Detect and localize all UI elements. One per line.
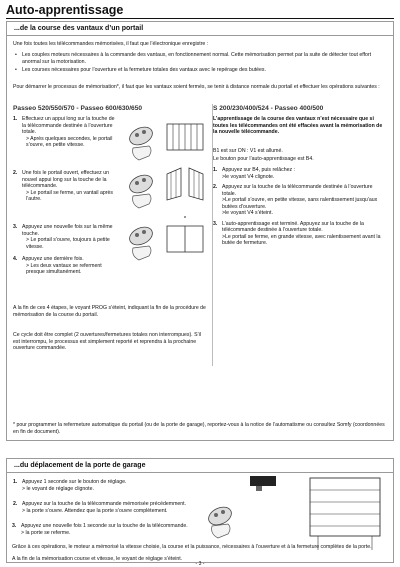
right-intro: L’apprentissage de la course des vantaux n’est nécessaire que si toutes les télécommandes ont été effacées avant la mémorisation de la nouvelle télécommande. <box>213 116 383 135</box>
garage-motor-icon <box>250 476 276 491</box>
right-column-title: S 200/230/400/524 - Passeo 400/500 <box>213 105 324 112</box>
bullet-item: • Les couples moteurs nécessaires à la commande des vantaux, en fonctionnement normal. Cette mémorisation permet par la suite de détecter tout effort anormal sur la motorisation. <box>13 52 387 65</box>
b1-state-line: B1 est sur ON : V1 est allumé. <box>213 148 283 154</box>
step-item: 2. Appuyez sur la touche de la télécommande destinée à l’ouverture totale. >Le portail s’ouvre, en petite vitesse, sans ralentissement jusqu’aux butées d’ouverture. >le voyant V4 s’éteint. <box>213 184 378 216</box>
gate-icon <box>167 124 203 150</box>
garage-summary: Grâce à ces opérations, le moteur a mémorisé la vitesse choisie, la course et la puissance, nécessaires à l’ouverture et à la fermeture complètes de la porte. <box>12 544 372 550</box>
step-item: 3. Appuyez une nouvelle fois 1 seconde sur la touche de la télécommande. > la porte se referme. <box>12 523 188 536</box>
step-item: 4. Appuyez une dernière fois. > Les deux vantaux se referment presque simultanément. <box>13 256 102 275</box>
step-item: 1. Effectuez un appui long sur la touche de la télécommande destinée à l’ouverture totale. > Après quelques secondes, le portail s’ouvre, en petite vitesse. <box>13 116 115 148</box>
bullet-item: • Les courses nécessaires pour l’ouverture et la fermeture totales des vantaux avec le repérage des butées. <box>13 67 387 74</box>
column-divider <box>212 104 213 366</box>
right-steps <box>213 167 387 247</box>
page-number: - 3 - <box>195 561 205 567</box>
intro-text: Une fois toutes les télécommandes mémorisées, il faut que l’électronique enregistre : <box>13 41 209 47</box>
step-item: 3. L’auto-apprentissage est terminé. Appuyez sur la touche de la télécommande destinée à l’ouverture totale. >Le portail se ferme, en grande vitesse, avec ralentissement avant la butée de fermeture. <box>213 220 381 246</box>
bullet-list <box>13 52 387 74</box>
left-steps <box>13 116 116 288</box>
remote-gate-illustration <box>119 118 211 286</box>
gate-icon <box>167 216 203 252</box>
gate-learning-heading: ...de la course des vantaux d’un portail <box>7 22 393 36</box>
garage-door-illustration <box>200 474 388 552</box>
remote-control-icon <box>206 504 235 538</box>
garage-step-3 <box>12 523 202 536</box>
title-rule <box>6 18 394 19</box>
left-end-paragraph: A la fin de ces 4 étapes, le voyant PROG s’éteint, indiquant la fin de la procédure de mémorisation de la course du portail. <box>13 305 206 318</box>
remote-control-icon <box>127 172 156 208</box>
step-item: 1. Appuyez sur B4, puis relâchez : >le voyant V4 clignote. <box>213 167 295 180</box>
start-note: Pour démarrer le processus de mémorisation*, il faut que les vantaux soient fermés, se tenir à distance normale du portail et effectuer les opérations suivantes : <box>13 84 380 90</box>
step-item: 1. Appuyez 1 seconde sur le bouton de réglage. > le voyant de réglage clignote. <box>13 479 127 492</box>
step-item: 2. Appuyez sur la touche de la télécommande mémorisée précédemment. > la porte s’ouvre. Attendez que la porte s’ouvre complètement. <box>13 501 187 514</box>
remote-control-icon <box>127 124 156 160</box>
gate-icon <box>167 168 203 200</box>
page-title: Auto-apprentissage <box>6 3 124 17</box>
garage-end-note: A la fin de la mémorisation course et vitesse, le voyant de réglage s’éteint. <box>12 556 183 562</box>
gate-learning-box <box>6 21 394 441</box>
step-item: 2. Une fois le portail ouvert, effectuez un nouvel appui long sur la touche de la télécommande. > Le portail se ferme, un vantail après l’autre. <box>13 170 113 202</box>
remote-control-icon <box>127 224 156 260</box>
left-column-title: Passeo 520/550/570 - Passeo 600/630/650 <box>13 105 143 112</box>
garage-door-heading: ...du déplacement de la porte de garage <box>7 459 393 473</box>
step-item: 3. Appuyez une nouvelle fois sur la même touche. > Le portail s’ouvre, toujours à petite vitesse. <box>13 224 113 250</box>
left-cycle-paragraph: Ce cycle doit être complet (2 ouvertures/fermetures totales non interrompues). S’il est interrompu, le processus est simplement reporté et reprendra à la prochaine ouverture commandée. <box>13 332 201 351</box>
garage-door-icon <box>310 478 380 550</box>
footnote: * pour programmer la refermeture automatique du portail (ou de la porte de garage), reportez-vous à la notice de l’automatisme ou consultez Somfy (coordonnées en fin de document). <box>13 422 385 435</box>
learn-button-line: Le bouton pour l’auto-apprentissage est B4. <box>213 156 314 162</box>
